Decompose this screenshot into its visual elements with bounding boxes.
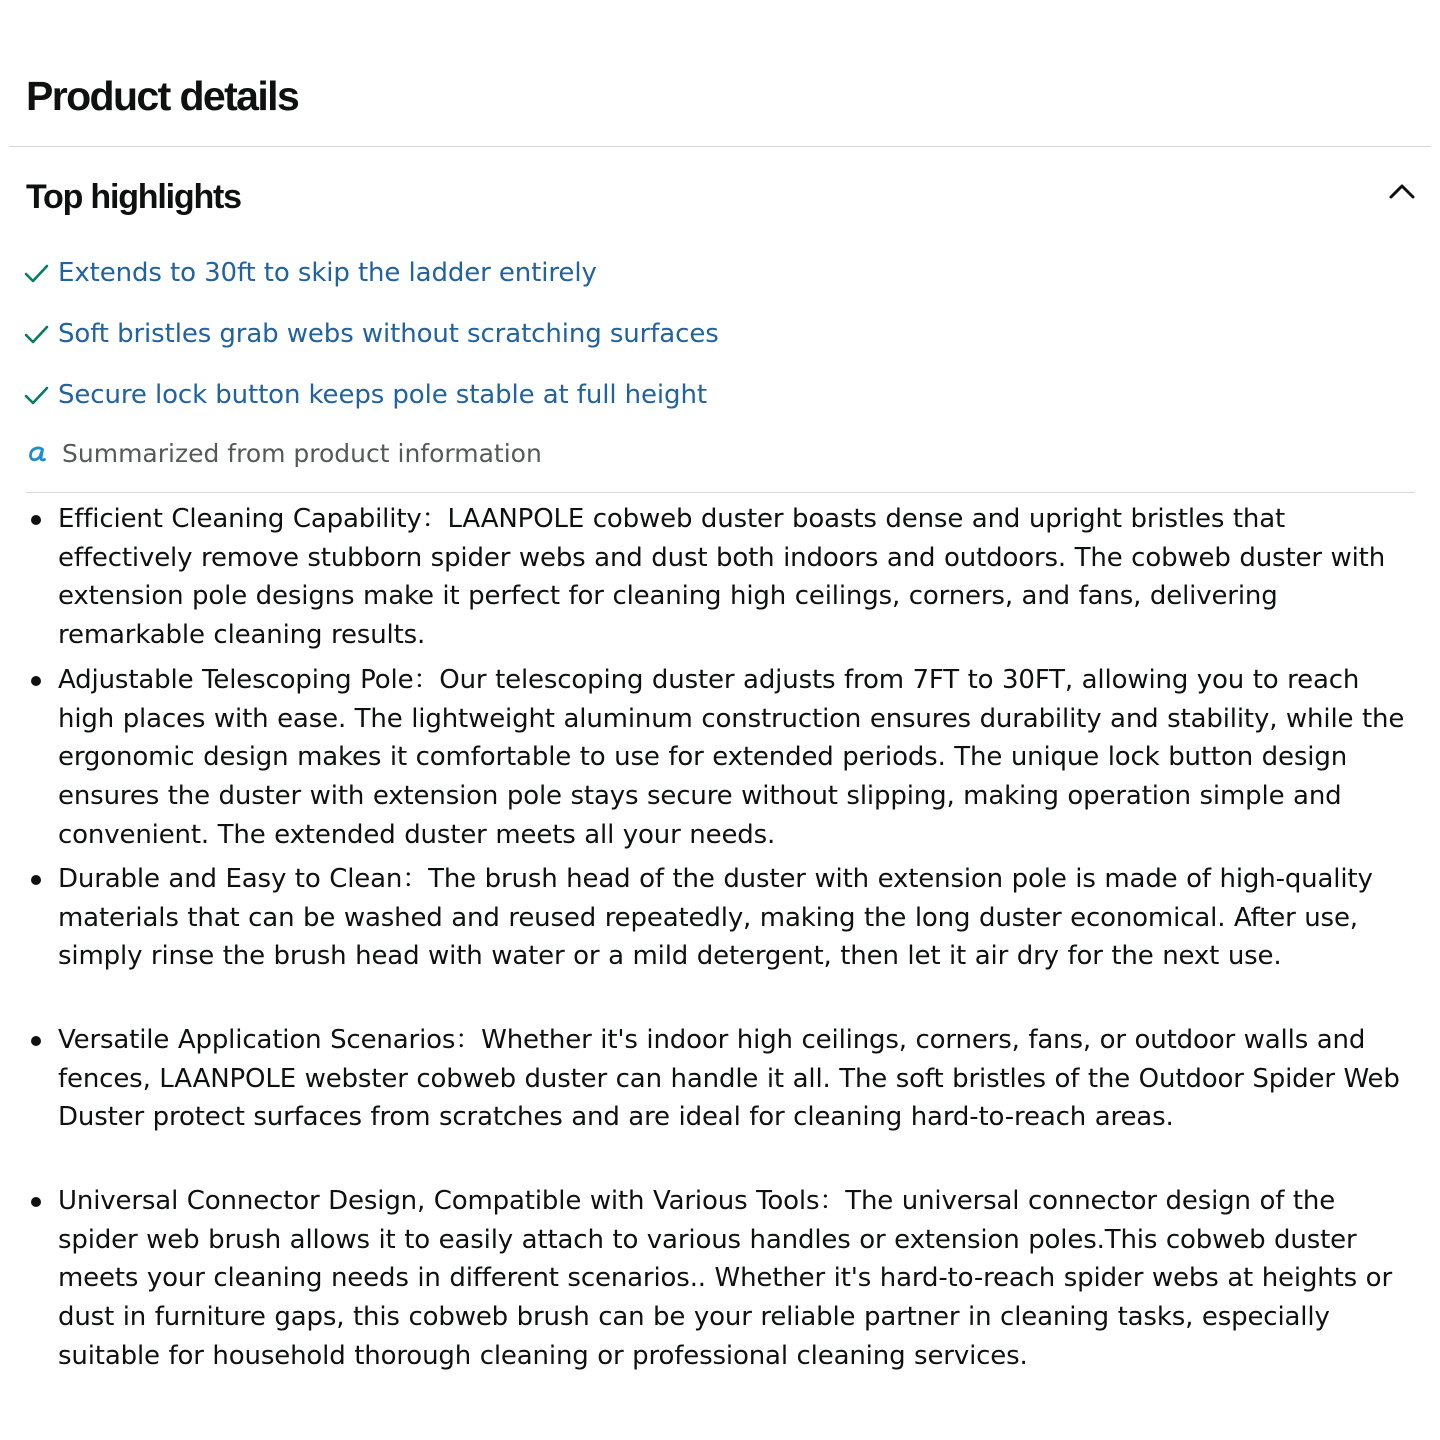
page-title: Product details (26, 73, 299, 119)
highlight-text: Soft bristles grab webs without scratching surfaces (58, 319, 719, 349)
feature-bullet: Durable and Easy to Clean：The brush head of the duster with extension pole is made of high-quality materials that can be washed and reused repeatedly, making the long duster economical. After use, simply rinse the brush head with water or a mild detergent, then let it air dry for the next use. (58, 860, 1420, 976)
highlight-text: Extends to 30ft to skip the ladder entirely (58, 258, 597, 288)
feature-bullet: Versatile Application Scenarios：Whether it's indoor high ceilings, corners, fans, or outdoor walls and fences, LAANPOLE webster cobweb duster can handle it all. The soft bristles of the Outdoor Spider Web Duster protect surfaces from scratches and are ideal for cleaning hard-to-reach areas. (58, 1021, 1420, 1137)
summary-text: Summarized from product information (62, 438, 542, 468)
check-icon (22, 320, 50, 348)
check-icon (22, 259, 50, 287)
highlight-item[interactable] (22, 370, 1022, 420)
feature-bullet: Adjustable Telescoping Pole：Our telescoping duster adjusts from 7FT to 30FT, allowing you to reach high places with ease. The lightweight aluminum construction ensures durability and stability, while the ergonomic design makes it comfortable to use for extended periods. The unique lock button design ensures the duster with extension pole stays secure without slipping, making operation simple and convenient. The extended duster meets all your needs. (58, 661, 1420, 855)
ai-summary-icon (26, 441, 50, 465)
top-highlights-toggle[interactable] (0, 168, 1440, 228)
feature-bullet: Universal Connector Design, Compatible with Various Tools：The universal connector design of the spider web brush allows it to easily attach to various handles or extension poles.This cobweb duster meets your cleaning needs in different scenarios.. Whether it's hard-to-reach spider webs at heights or dust in furniture gaps, this cobweb brush can be your reliable partner in cleaning tasks, especially suitable for household thorough cleaning or professional cleaning services. (58, 1182, 1420, 1376)
highlight-text: Secure lock button keeps pole stable at full height (58, 380, 707, 410)
section-title: Top highlights (26, 178, 241, 216)
highlight-item[interactable] (22, 309, 1022, 359)
chevron-up-icon[interactable] (1388, 180, 1416, 202)
summary-note (26, 433, 542, 473)
check-icon (22, 381, 50, 409)
feature-bullet: Efficient Cleaning Capability：LAANPOLE cobweb duster boasts dense and upright bristles that effectively remove stubborn spider webs and dust both indoors and outdoors. The cobweb duster with extension pole designs make it perfect for cleaning high ceilings, corners, and fans, delivering remarkable cleaning results. (58, 500, 1420, 655)
title-divider (9, 146, 1431, 147)
highlight-item[interactable] (22, 248, 1022, 298)
bullets-divider (26, 492, 1415, 493)
